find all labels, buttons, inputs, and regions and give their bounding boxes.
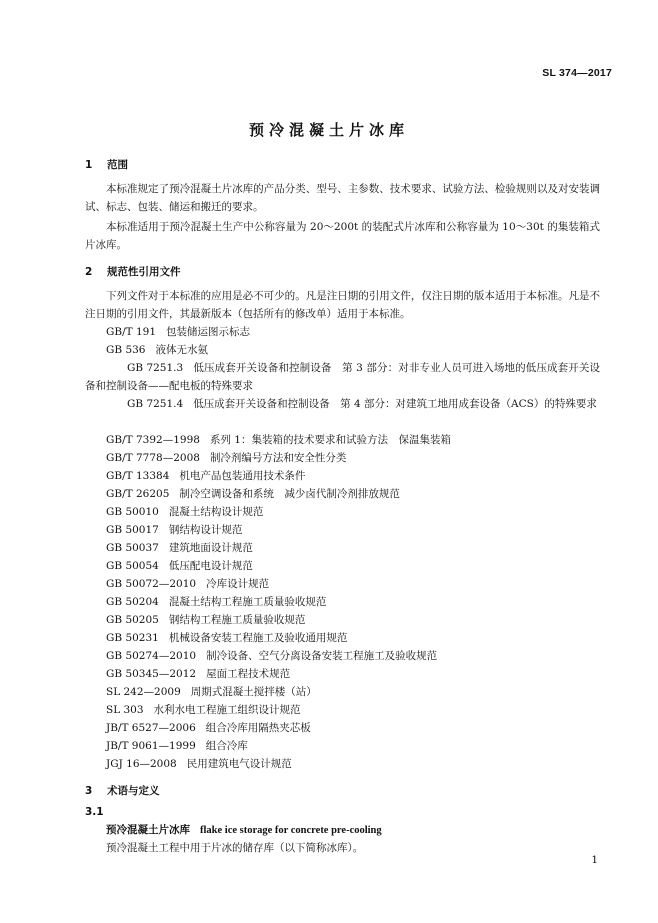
subsection-number: 3.1 <box>85 806 104 818</box>
reference-code: GB 7251.4 <box>127 398 184 410</box>
reference-item <box>106 719 311 737</box>
reference-item <box>85 395 600 413</box>
reference-item <box>106 593 326 611</box>
reference-item <box>106 521 242 539</box>
reference-code: GB 50017 <box>106 524 159 536</box>
paragraph: 本标准规定了预冷混凝土片冰库的产品分类、型号、主参数、技术要求、试验方法、检验规则以及对安装调试、标志、包装、储运和搬迁的要求。 <box>85 183 600 213</box>
reference-title: 低压成套开关设备和控制设备 第 3 部分：对非专业人员可进入场地的低压成套开关设备和控制设备——配电板的特殊要求 <box>85 362 600 392</box>
reference-title: 液体无水氨 <box>155 344 208 356</box>
reference-item <box>106 341 208 359</box>
reference-title: 水利水电工程施工组织设计规范 <box>153 704 301 716</box>
reference-code: GB/T 191 <box>106 326 157 338</box>
term-definition: 预冷混凝土工程中用于片冰的储存库（以下简称冰库）。 <box>106 842 364 854</box>
page-number: 1 <box>591 854 598 866</box>
reference-code: GB 536 <box>106 344 146 356</box>
section-2-heading <box>85 264 181 279</box>
paragraph: 下列文件对于本标准的应用是必不可少的。凡是注日期的引用文件，仅注日期的版本适用于本标准。凡是不注日期的引用文件，其最新版本（包括所有的修改单）适用于本标准。 <box>85 290 600 320</box>
reference-title: 机械设备安装工程施工及验收通用规范 <box>168 632 348 644</box>
reference-item <box>106 557 253 575</box>
term-english: flake ice storage for concrete pre-cooling <box>200 825 382 836</box>
reference-code: JB/T 9061—1999 <box>106 740 196 752</box>
reference-item <box>106 683 317 701</box>
reference-code: GB 50204 <box>106 596 159 608</box>
reference-item <box>106 575 269 593</box>
section-title: 规范性引用文件 <box>107 266 181 278</box>
reference-code: SL 303 <box>106 704 144 716</box>
reference-title: 混凝土结构工程施工质量验收规范 <box>168 596 327 608</box>
reference-code: GB 50274—2010 <box>106 650 197 662</box>
reference-code: GB 7251.3 <box>127 362 184 374</box>
reference-code: GB 50054 <box>106 560 159 572</box>
section-number: 2 <box>85 266 93 278</box>
section-number: 3 <box>85 785 93 797</box>
reference-code: JGJ 16—2008 <box>106 758 177 770</box>
reference-code: GB 50072—2010 <box>106 578 197 590</box>
standard-code: SL 374—2017 <box>542 67 612 79</box>
reference-code: GB 50345—2012 <box>106 668 197 680</box>
reference-title: 低压配电设计规范 <box>168 560 253 572</box>
reference-item <box>106 449 346 467</box>
reference-item <box>106 737 248 755</box>
reference-title: 低压成套开关设备和控制设备 第 4 部分：对建筑工地用成套设备（ACS）的特殊要求 <box>193 398 597 410</box>
paragraph: 本标准适用于预冷混凝土生产中公称容量为 20～200t 的装配式片冰库和公称容量为 10～30t 的集装箱式片冰库。 <box>85 221 600 251</box>
reference-item <box>106 665 290 683</box>
reference-title: 制冷剂编号方法和安全性分类 <box>209 452 347 464</box>
reference-item <box>85 359 600 395</box>
reference-code: SL 242—2009 <box>106 686 181 698</box>
section-3-heading <box>85 783 160 798</box>
reference-title: 混凝土结构设计规范 <box>168 506 264 518</box>
reference-item <box>106 503 263 521</box>
reference-title: 冷库设计规范 <box>206 578 270 590</box>
reference-item <box>106 755 292 773</box>
reference-item <box>106 647 437 665</box>
reference-title: 组合冷库 <box>205 740 248 752</box>
reference-item <box>106 539 253 557</box>
reference-title: 钢结构工程施工质量验收规范 <box>168 614 306 626</box>
reference-code: JB/T 6527—2006 <box>106 722 196 734</box>
reference-item <box>106 611 305 629</box>
reference-item <box>106 485 400 503</box>
reference-title: 制冷设备、空气分离设备安装工程施工及验收规范 <box>206 650 438 662</box>
section-title: 范围 <box>107 159 128 171</box>
reference-item <box>106 629 347 647</box>
reference-title: 包装储运图示标志 <box>166 326 251 338</box>
reference-title: 系列 1：集装箱的技术要求和试验方法 保温集装箱 <box>209 434 451 446</box>
reference-item <box>106 701 301 719</box>
reference-code: GB 50010 <box>106 506 159 518</box>
term-chinese: 预冷混凝土片冰库 <box>106 824 190 836</box>
reference-code: GB/T 7778—2008 <box>106 452 200 464</box>
section-title: 术语与定义 <box>107 785 160 797</box>
reference-title: 民用建筑电气设计规范 <box>186 758 292 770</box>
document-title: 预冷混凝土片冰库 <box>248 121 409 139</box>
reference-item <box>106 467 305 485</box>
reference-item <box>106 323 250 341</box>
reference-code: GB 50205 <box>106 614 159 626</box>
reference-code: GB 50037 <box>106 542 159 554</box>
reference-code: GB/T 7392—1998 <box>106 434 200 446</box>
section-number: 1 <box>85 159 93 171</box>
reference-title: 机电产品包装通用技术条件 <box>179 470 306 482</box>
reference-item <box>106 431 451 449</box>
reference-title: 屋面工程技术规范 <box>206 668 291 680</box>
term-entry <box>106 822 382 837</box>
section-1-heading <box>85 157 128 172</box>
reference-title: 组合冷库用隔热夹芯板 <box>205 722 311 734</box>
reference-title: 制冷空调设备和系统 减少卤代制冷剂排放规范 <box>179 488 400 500</box>
reference-title: 周期式混凝土搅拌楼（站） <box>190 686 317 698</box>
reference-title: 钢结构设计规范 <box>168 524 243 536</box>
reference-code: GB/T 13384 <box>106 470 170 482</box>
reference-code: GB 50231 <box>106 632 159 644</box>
reference-code: GB/T 26205 <box>106 488 170 500</box>
reference-title: 建筑地面设计规范 <box>168 542 253 554</box>
